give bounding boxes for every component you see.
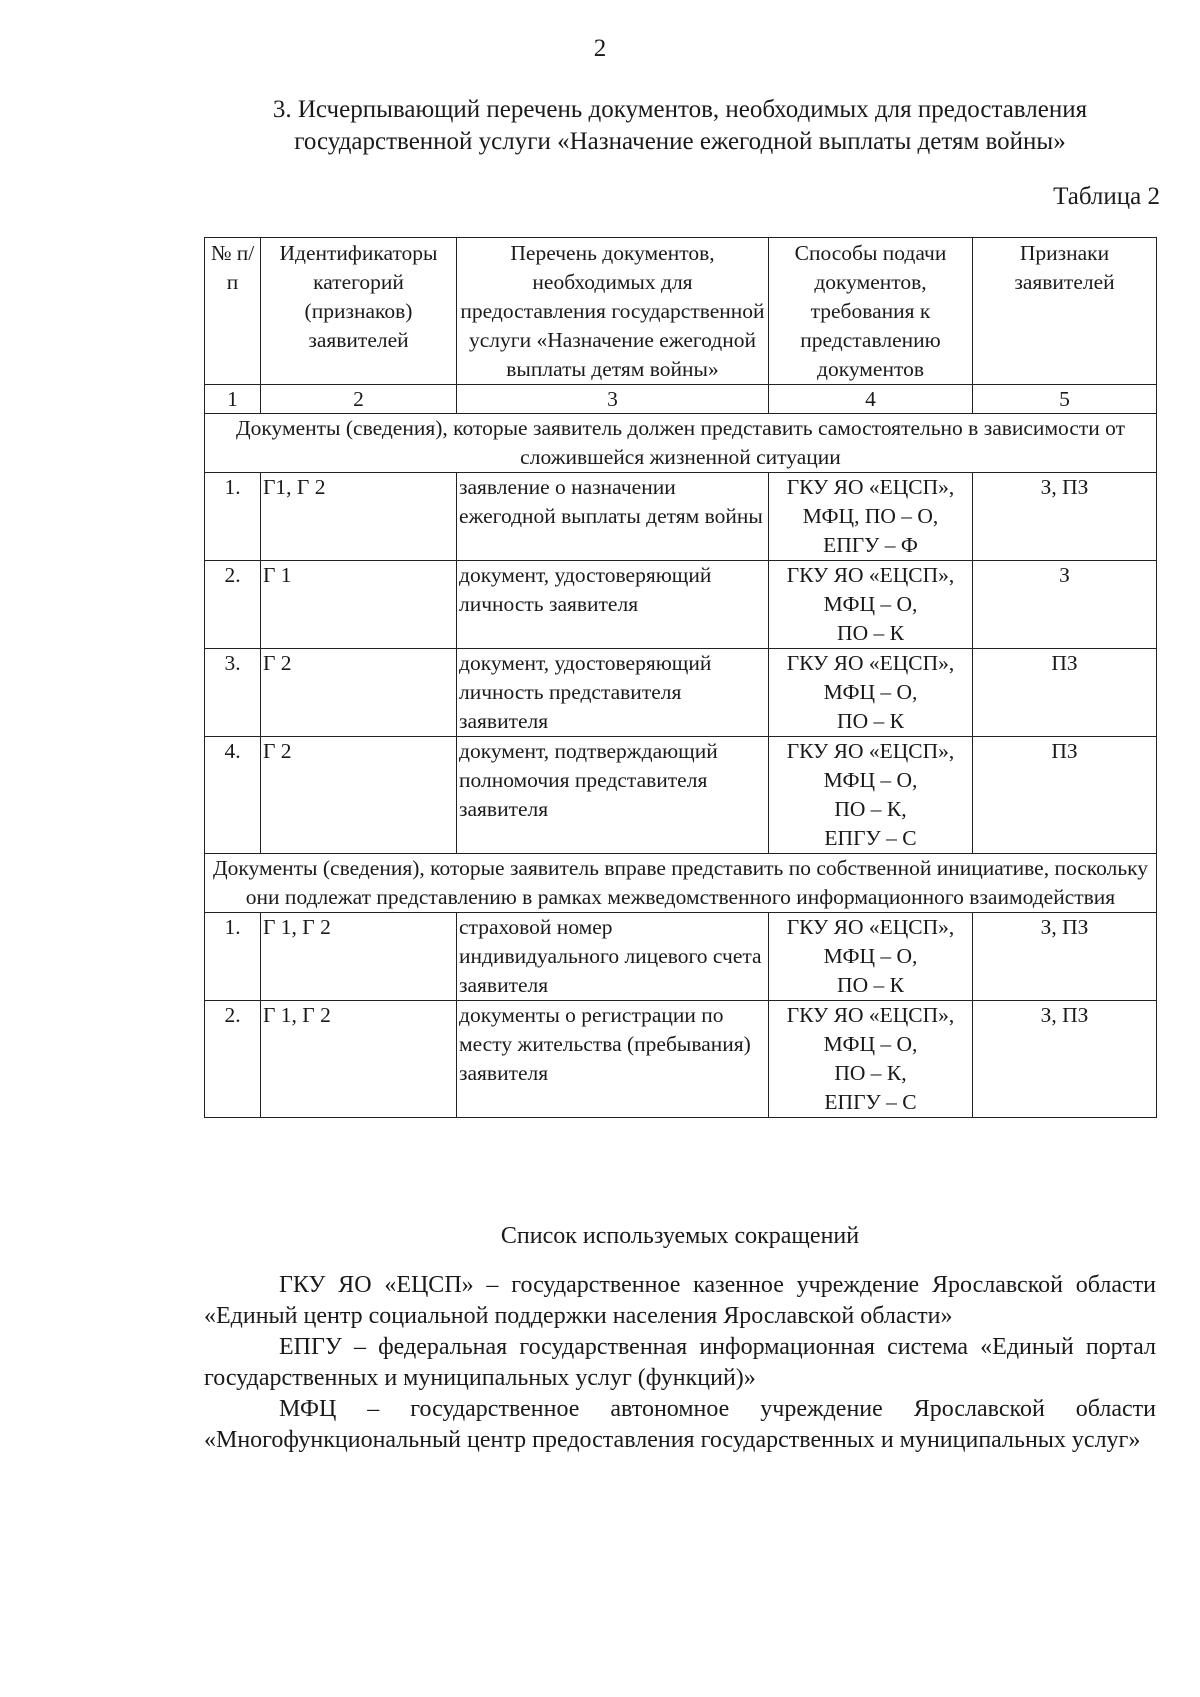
table-label: Таблица 2 [1053, 183, 1160, 210]
header-submission-methods: Способы подачи документов, требования к представлению документов [769, 238, 973, 385]
method-line: ПО – К, [834, 797, 907, 821]
method-line: ГКУ ЯО «ЕЦСП», [786, 915, 955, 939]
method-line: ЕПГУ – С [824, 826, 917, 850]
method-line: МФЦ – О, [823, 768, 918, 792]
group-heading-optional: Документы (сведения), которые заявитель вправе представить по собственной инициативе, поскольку они подлежат представлению в рамках межведомственного информационного взаимодействия [205, 854, 1157, 913]
method-line: ПО – К [837, 973, 904, 997]
row-signs: З, ПЗ [973, 913, 1157, 1001]
method-line: ГКУ ЯО «ЕЦСП», [786, 475, 955, 499]
row-document: документ, подтверждающий полномочия представителя заявителя [457, 737, 769, 854]
row-methods [769, 473, 973, 561]
abbreviations-title: Список используемых сокращений [500, 1223, 860, 1249]
row-number: 1. [205, 473, 261, 561]
method-line: МФЦ, ПО – О, [802, 504, 939, 528]
row-methods [769, 913, 973, 1001]
row-methods [769, 737, 973, 854]
column-number: 1 [205, 385, 261, 414]
method-line: МФЦ – О, [823, 1032, 918, 1056]
row-document: заявление о назначении ежегодной выплаты детям войны [457, 473, 769, 561]
row-number: 2. [205, 1001, 261, 1118]
row-identifiers: Г 1, Г 2 [261, 1001, 457, 1118]
abbreviation-item: ЕПГУ – федеральная государственная информационная система «Единый портал государственных и муниципальных услуг (функций)» [204, 1334, 1156, 1391]
method-line: ЕПГУ – Ф [823, 533, 918, 557]
header-document-list: Перечень документов, необходимых для предоставления государственной услуги «Назначение ежегодной выплаты детям войны» [457, 238, 769, 385]
row-document: страховой номер индивидуального лицевого счета заявителя [457, 913, 769, 1001]
row-document: документы о регистрации по месту жительства (пребывания) заявителя [457, 1001, 769, 1118]
row-methods [769, 649, 973, 737]
table-row [205, 1001, 1157, 1118]
table-row [205, 913, 1157, 1001]
row-document: документ, удостоверяющий личность заявителя [457, 561, 769, 649]
documents-table [204, 237, 1157, 1118]
method-line: МФЦ – О, [823, 944, 918, 968]
row-number: 2. [205, 561, 261, 649]
column-number: 4 [769, 385, 973, 414]
row-number: 4. [205, 737, 261, 854]
method-line: ГКУ ЯО «ЕЦСП», [786, 739, 955, 763]
group-heading-mandatory: Документы (сведения), которые заявитель должен представить самостоятельно в зависимости от сложившейся жизненной ситуации [205, 414, 1157, 473]
method-line: ПО – К [837, 709, 904, 733]
row-signs: З, ПЗ [973, 473, 1157, 561]
method-line: ПО – К, [834, 1061, 907, 1085]
row-identifiers: Г1, Г 2 [261, 473, 457, 561]
row-number: 1. [205, 913, 261, 1001]
row-number: 3. [205, 649, 261, 737]
group-heading-row [205, 414, 1157, 473]
method-line: ЕПГУ – С [824, 1090, 917, 1114]
row-identifiers: Г 1, Г 2 [261, 913, 457, 1001]
table-row [205, 737, 1157, 854]
header-identifiers: Идентификаторы категорий (признаков) заявителей [261, 238, 457, 385]
method-line: ПО – К [837, 621, 904, 645]
row-identifiers: Г 2 [261, 737, 457, 854]
method-line: ГКУ ЯО «ЕЦСП», [786, 563, 955, 587]
header-applicant-signs: Признаки заявителей [973, 238, 1157, 385]
row-signs: ПЗ [973, 649, 1157, 737]
group-heading-row [205, 854, 1157, 913]
column-number-row [205, 385, 1157, 414]
row-identifiers: Г 2 [261, 649, 457, 737]
column-number: 5 [973, 385, 1157, 414]
page-number: 2 [593, 35, 607, 62]
header-number: № п/п [205, 238, 261, 385]
row-document: документ, удостоверяющий личность представителя заявителя [457, 649, 769, 737]
method-line: МФЦ – О, [823, 592, 918, 616]
section-title-line: 3. Исчерпывающий перечень документов, необходимых для предоставления [272, 96, 1088, 123]
row-methods [769, 1001, 973, 1118]
table-header-row [205, 238, 1157, 385]
column-number: 2 [261, 385, 457, 414]
row-signs: ПЗ [973, 737, 1157, 854]
method-line: ГКУ ЯО «ЕЦСП», [786, 651, 955, 675]
row-signs: З, ПЗ [973, 1001, 1157, 1118]
section-title-line: государственной услуги «Назначение ежегодной выплаты детям войны» [294, 128, 1066, 155]
row-identifiers: Г 1 [261, 561, 457, 649]
abbreviation-item: МФЦ – государственное автономное учреждение Ярославской области «Многофункциональный центр предоставления государственных и муниципальных услуг» [204, 1396, 1156, 1453]
method-line: ГКУ ЯО «ЕЦСП», [786, 1003, 955, 1027]
row-methods [769, 561, 973, 649]
row-signs: З [973, 561, 1157, 649]
abbreviation-item: ГКУ ЯО «ЕЦСП» – государственное казенное учреждение Ярославской области «Единый центр социальной поддержки населения Ярославской области» [204, 1272, 1156, 1329]
table-row [205, 473, 1157, 561]
table-row [205, 649, 1157, 737]
method-line: МФЦ – О, [823, 680, 918, 704]
column-number: 3 [457, 385, 769, 414]
section-title [200, 94, 1160, 158]
abbreviations-list [204, 1270, 1156, 1456]
table-row [205, 561, 1157, 649]
